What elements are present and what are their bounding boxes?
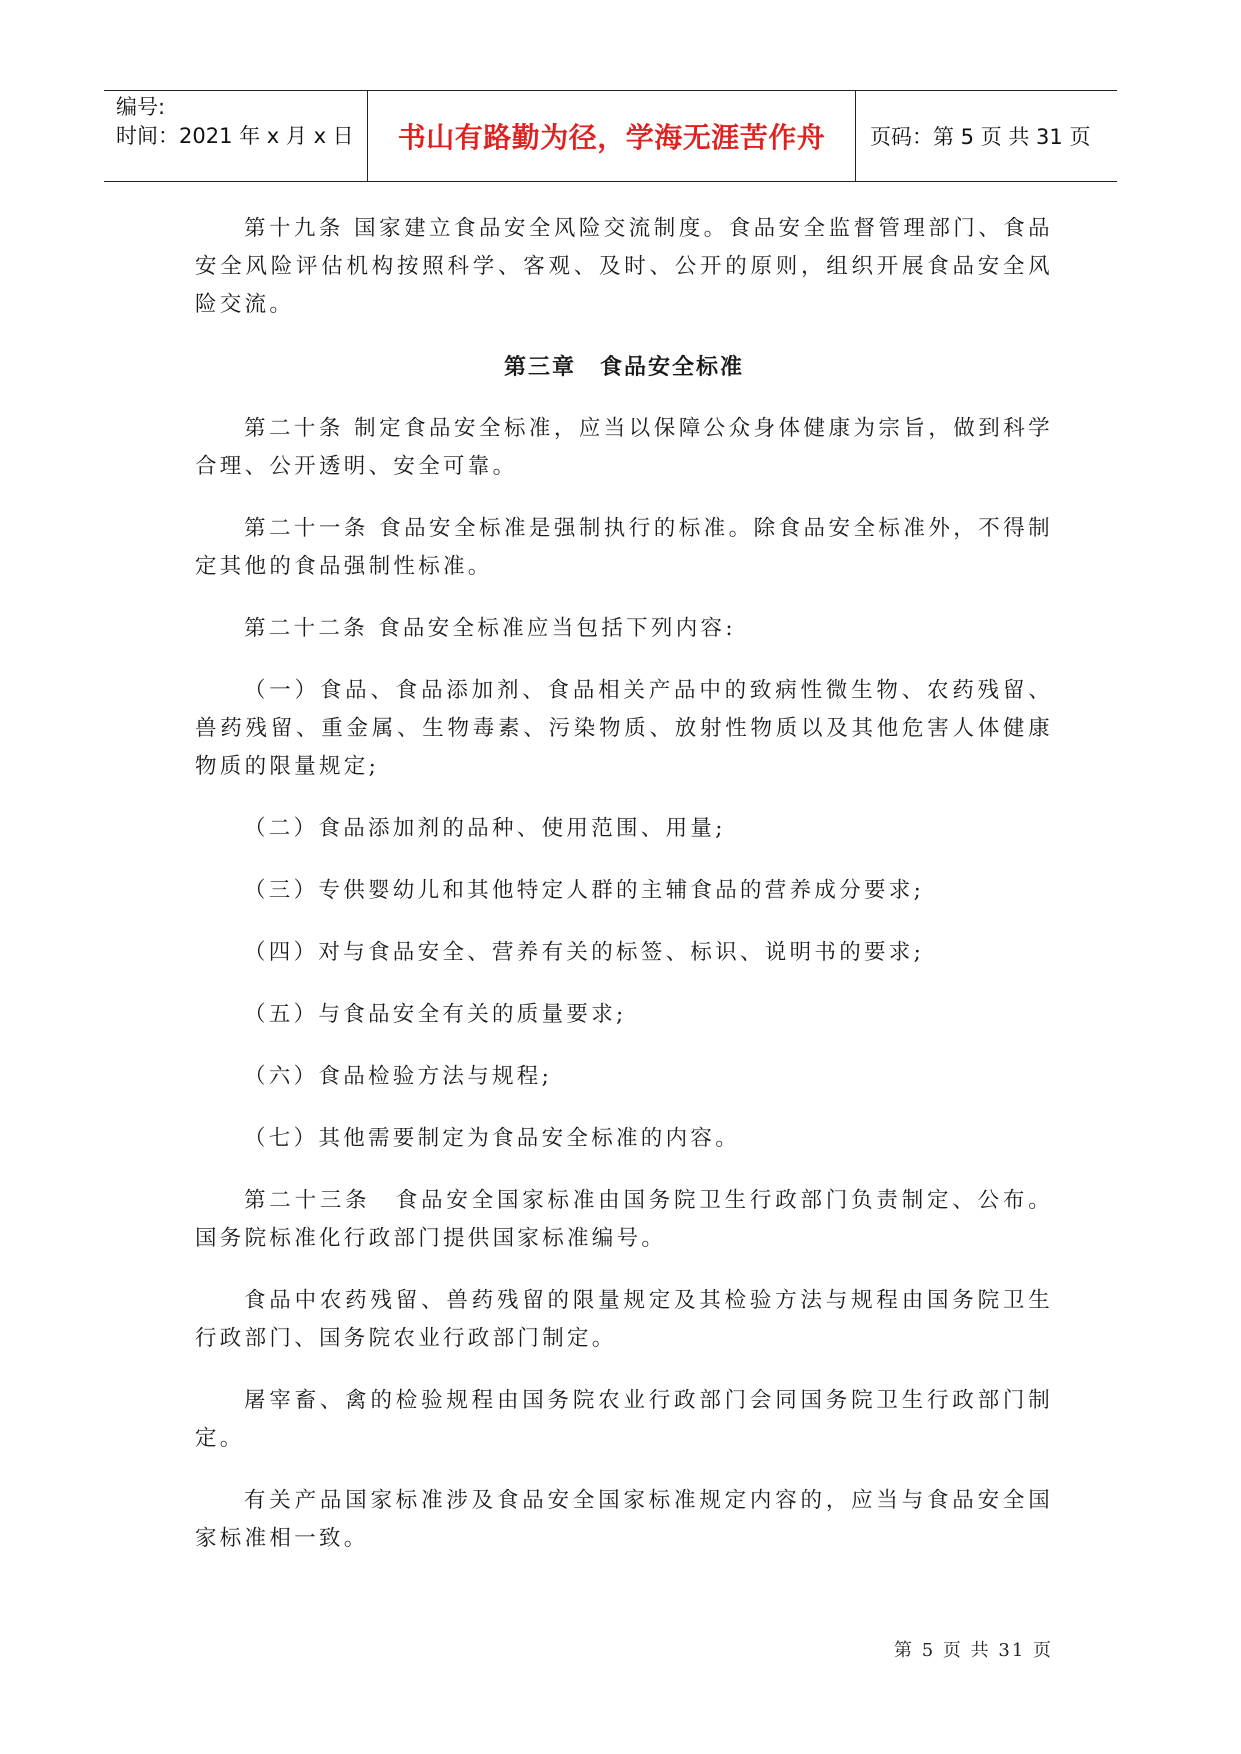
page-header xyxy=(104,90,1117,182)
list-item: （二）食品添加剂的品种、使用范围、用量; xyxy=(244,816,726,841)
list-item: （五）与食品安全有关的质量要求; xyxy=(244,1002,627,1027)
article-22: 第二十二条 食品安全标准应当包括下列内容: xyxy=(244,616,736,641)
article-19: 第十九条 国家建立食品安全风险交流制度。食品安全监督管理部门、食品安全风险评估机构按照科学、客观、及时、公开的原则，组织开展食品安全风险交流。 xyxy=(195,216,1053,317)
article-23: 第二十三条 食品安全国家标准由国务院卫生行政部门负责制定、公布。国务院标准化行政部门提供国家标准编号。 xyxy=(195,1188,1053,1251)
paragraph: 有关产品国家标准涉及食品安全国家标准规定内容的，应当与食品安全国家标准相一致。 xyxy=(195,1488,1053,1551)
list-item: （七）其他需要制定为食品安全标准的内容。 xyxy=(244,1126,741,1151)
paragraph: 食品中农药残留、兽药残留的限量规定及其检验方法与规程由国务院卫生行政部门、国务院农业行政部门制定。 xyxy=(195,1288,1053,1351)
list-item: （一）食品、食品添加剂、食品相关产品中的致病性微生物、农药残留、兽药残留、重金属、生物毒素、污染物质、放射性物质以及其他危害人体健康物质的限量规定; xyxy=(195,678,1053,779)
header-meta xyxy=(104,91,368,181)
chapter-title: 第三章 食品安全标准 xyxy=(503,354,744,380)
number-label: 编号: xyxy=(116,95,166,119)
paragraph: 屠宰畜、禽的检验规程由国务院农业行政部门会同国务院卫生行政部门制定。 xyxy=(195,1388,1053,1451)
document-body xyxy=(195,210,1053,1582)
page-footer: 第 5 页 共 31 页 xyxy=(894,1640,1053,1661)
article-21: 第二十一条 食品安全标准是强制执行的标准。除食品安全标准外，不得制定其他的食品强制性标准。 xyxy=(195,516,1053,579)
header-page-label: 页码：第 5 页 共 31 页 xyxy=(870,125,1091,149)
article-20: 第二十条 制定食品安全标准，应当以保障公众身体健康为宗旨，做到科学合理、公开透明、安全可靠。 xyxy=(195,416,1053,479)
header-motto: 书山有路勤为径，学海无涯苦作舟 xyxy=(368,91,856,181)
list-item: （四）对与食品安全、营养有关的标签、标识、说明书的要求; xyxy=(244,940,925,965)
list-item: （六）食品检验方法与规程; xyxy=(244,1064,553,1089)
time-label: 时间：2021 年 x 月 x 日 xyxy=(116,124,354,148)
list-item: （三）专供婴幼儿和其他特定人群的主辅食品的营养成分要求; xyxy=(244,878,925,903)
